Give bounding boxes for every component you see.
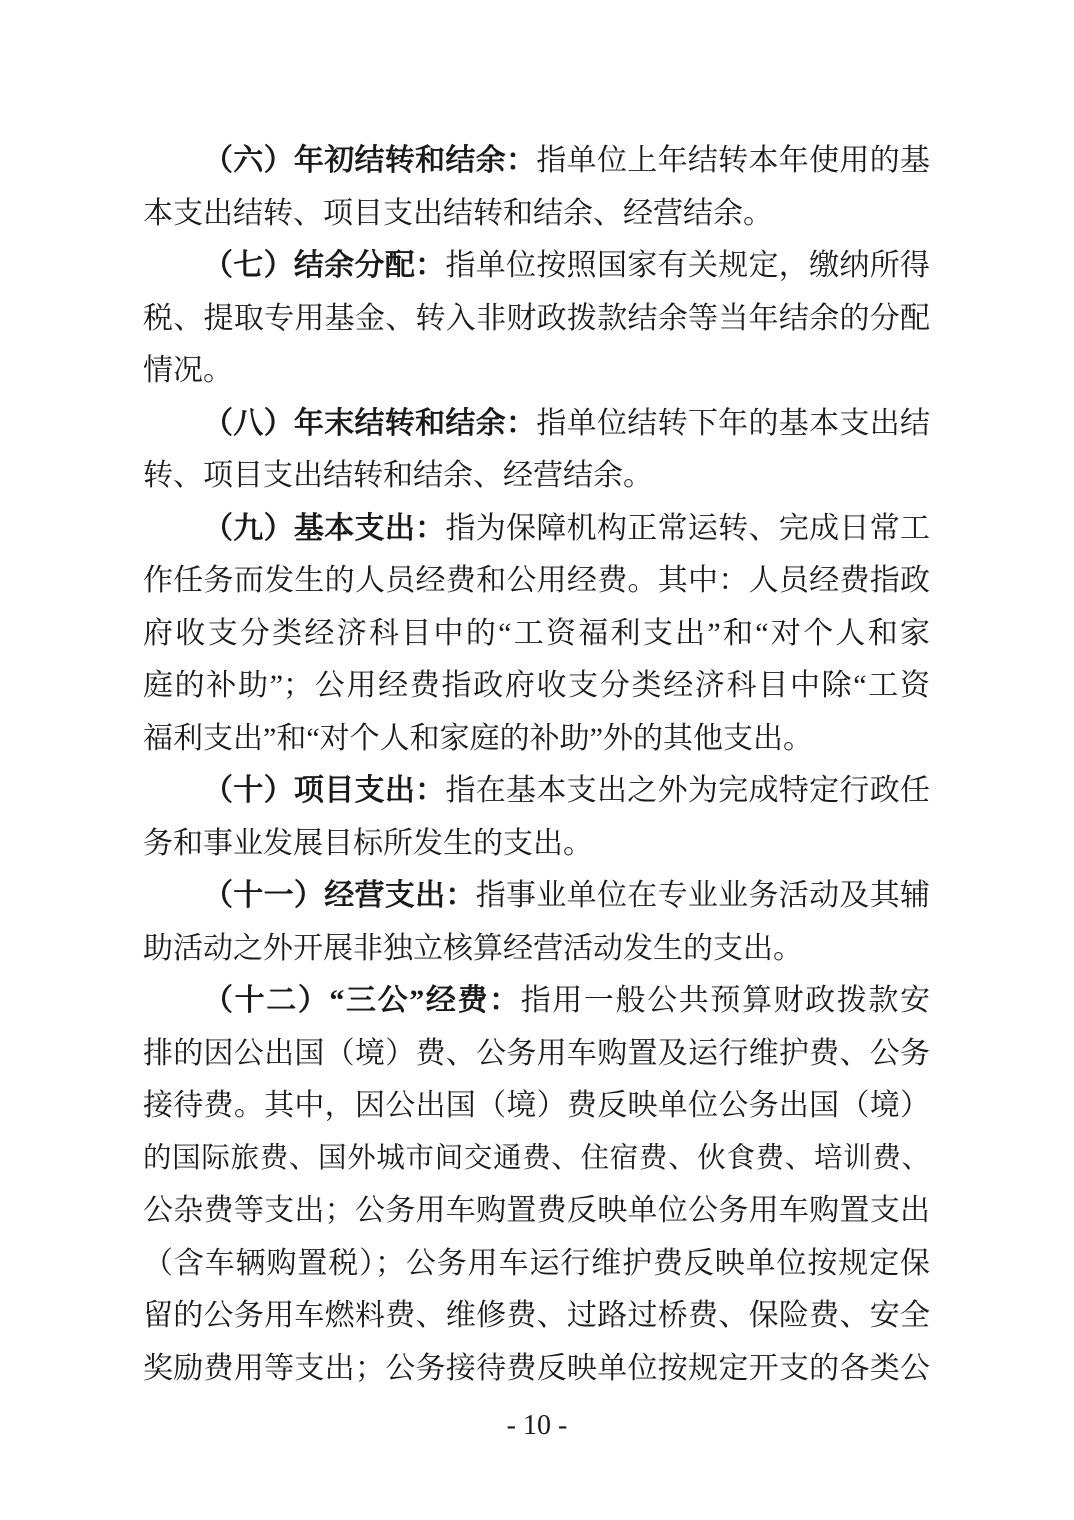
text-line: （八）年末结转和结余：指单位结转下年的基本支出结 bbox=[203, 406, 931, 440]
text-line: （十）项目支出：指在基本支出之外为完成特定行政任 bbox=[203, 774, 931, 807]
text-line: 作任务而发生的人员经费和公用经费。其中：人员经费指政 bbox=[143, 564, 930, 597]
text-line: （九）基本支出：指为保障机构正常运转、完成日常工 bbox=[203, 511, 931, 545]
page-number: - 10 - bbox=[506, 1410, 568, 1441]
text-line: 福利支出”和“对个人和家庭的补助”外的其他支出。 bbox=[143, 721, 813, 755]
text-line: 排的因公出国（境）费、公务用车购置及运行维护费、公务 bbox=[143, 1036, 930, 1070]
text-line: 的国际旅费、国外城市间交通费、住宿费、伙食费、培训费、 bbox=[143, 1142, 930, 1174]
term-label: （九）基本支出： bbox=[203, 511, 446, 545]
term-label: （六）年初结转和结余： bbox=[203, 144, 537, 177]
text-line: 本支出结转、项目支出结转和结余、经营结余。 bbox=[143, 196, 773, 230]
text-line: 公杂费等支出；公务用车购置费反映单位公务用车购置支出 bbox=[143, 1194, 930, 1227]
text-line: （十二）“三公”经费：指用一般公共预算财政拨款安 bbox=[203, 984, 931, 1017]
term-label: （十一）经营支出： bbox=[203, 879, 476, 912]
term-label: （七）结余分配： bbox=[203, 249, 446, 282]
text-line: 情况。 bbox=[143, 354, 233, 387]
text-line: 务和事业发展目标所发生的支出。 bbox=[143, 826, 593, 860]
text-line: （含车辆购置税）；公务用车运行维护费反映单位按规定保 bbox=[143, 1246, 930, 1280]
text-line: 府收支分类经济科目中的“工资福利支出”和“对个人和家 bbox=[143, 616, 930, 650]
document-body bbox=[143, 135, 930, 1395]
text-line: （七）结余分配：指单位按照国家有关规定，缴纳所得 bbox=[203, 249, 931, 282]
term-label: （十）项目支出： bbox=[203, 774, 446, 807]
text-line: 税、提取专用基金、转入非财政拨款结余等当年结余的分配 bbox=[143, 301, 930, 335]
text-line: 接待费。其中，因公出国（境）费反映单位公务出国（境） bbox=[143, 1089, 930, 1122]
text-line: （十一）经营支出：指事业单位在专业业务活动及其辅 bbox=[203, 879, 931, 912]
text-line: 留的公务用车燃料费、维修费、过路过桥费、保险费、安全 bbox=[143, 1299, 930, 1332]
text-line: 奖励费用等支出；公务接待费反映单位按规定开支的各类公 bbox=[143, 1351, 930, 1385]
term-label: （八）年末结转和结余： bbox=[203, 406, 537, 440]
text-line: 庭的补助”；公用经费指政府收支分类经济科目中除“工资 bbox=[143, 669, 930, 702]
term-label: （十二）“三公”经费： bbox=[203, 984, 521, 1017]
text-line: 转、项目支出结转和结余、经营结余。 bbox=[143, 459, 653, 492]
text-line: 助活动之外开展非独立核算经营活动发生的支出。 bbox=[143, 931, 803, 965]
text-line: （六）年初结转和结余：指单位上年结转本年使用的基 bbox=[203, 144, 931, 177]
